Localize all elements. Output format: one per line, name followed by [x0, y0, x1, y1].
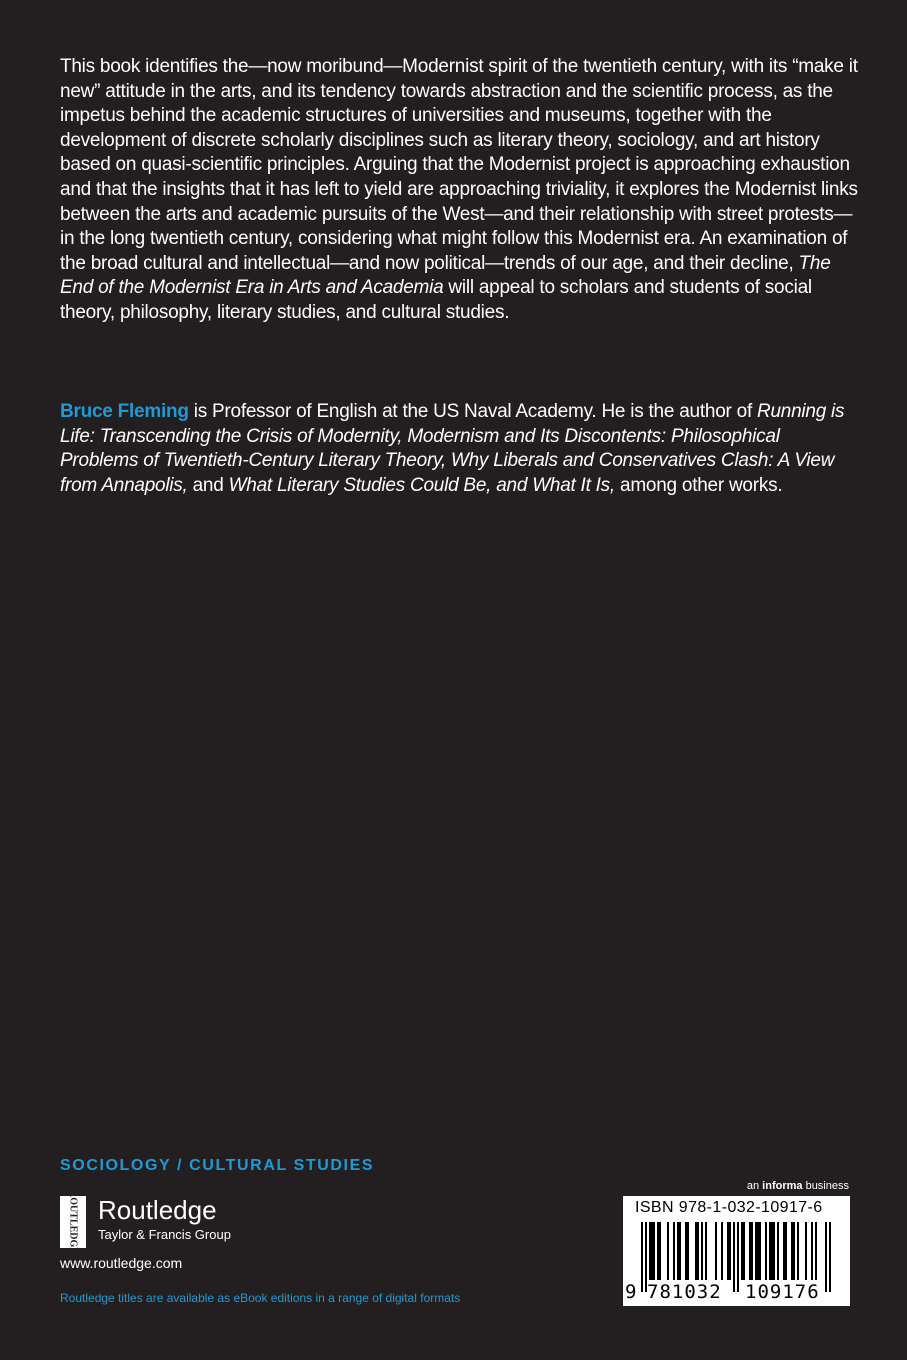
- author-bio: [60, 400, 860, 498]
- barcode-bar: [641, 1222, 643, 1292]
- publisher-name: Routledge: [98, 1195, 217, 1225]
- book-title: The End of the Modernist Era in Arts and Academia: [60, 252, 831, 299]
- barcode-bar: [811, 1222, 813, 1280]
- barcode-bar: [737, 1222, 739, 1292]
- barcode-bar: [751, 1222, 753, 1280]
- barcode-bar: [673, 1222, 675, 1280]
- barcode-bar: [659, 1222, 661, 1280]
- barcode-bar: [755, 1222, 757, 1280]
- isbn-label: ISBN 978-1-032-10917-6: [635, 1199, 823, 1216]
- bio-text-end: among other works.: [614, 474, 783, 496]
- barcode-bar: [705, 1222, 707, 1280]
- publisher-tagline: Taylor & Francis Group: [98, 1227, 231, 1242]
- barcode-bar: [695, 1222, 697, 1280]
- barcode-bar: [743, 1222, 745, 1280]
- barcode-digit-first: 9: [625, 1281, 638, 1303]
- barcode-bar: [793, 1222, 795, 1280]
- routledge-logo-icon: ROUTLEDGE: [60, 1196, 86, 1248]
- informa-brand: informa: [762, 1180, 803, 1192]
- barcode-bar: [765, 1222, 767, 1280]
- barcode-bar: [815, 1222, 817, 1280]
- barcode-bar: [805, 1222, 807, 1280]
- barcode-bar: [733, 1222, 735, 1292]
- bio-text: is Professor of English at the US Naval Academy. He is the author of: [188, 401, 757, 422]
- barcode-bar: [721, 1222, 723, 1280]
- barcode-bar: [701, 1222, 703, 1280]
- barcode-bar: [697, 1222, 699, 1280]
- barcode-bar: [785, 1222, 787, 1280]
- barcode-digits-left: 781032: [647, 1281, 722, 1303]
- barcode-bar: [653, 1222, 655, 1280]
- barcode-bar: [773, 1222, 775, 1280]
- barcode-bar: [769, 1222, 771, 1280]
- other-works: Running is Life: Transcending the Crisis of Modernity, Modernism and Its Discontents: Philosophical Problems of Twentieth-Century Literary Theory, Why Liberals and Conservatives Clash: A View from Annapolis,: [60, 401, 845, 496]
- barcode-bar: [829, 1222, 831, 1292]
- barcode-bar: [741, 1222, 743, 1280]
- barcode-bar: [749, 1222, 751, 1280]
- barcode-bar: [715, 1222, 717, 1280]
- barcode-bar: [759, 1222, 761, 1280]
- barcode-bar: [677, 1222, 679, 1280]
- barcode-bar: [687, 1222, 689, 1280]
- barcode-bar: [783, 1222, 785, 1280]
- subject-category: SOCIOLOGY / CULTURAL STUDIES: [60, 1157, 375, 1174]
- barcode-bar: [771, 1222, 773, 1280]
- barcode-bar: [729, 1222, 731, 1280]
- barcode-bar: [657, 1222, 659, 1280]
- barcode-bar: [679, 1222, 681, 1280]
- bio-text-and: and: [187, 474, 229, 496]
- barcode-bar: [825, 1222, 827, 1292]
- barcode-bar: [667, 1222, 669, 1280]
- publisher-logo: [60, 1190, 231, 1254]
- barcode-bar: [791, 1222, 793, 1280]
- description-text-end: will appeal to scholars and students of social theory, philosophy, literary studies, and cultural studies.: [60, 277, 812, 323]
- barcode-bar: [777, 1222, 779, 1280]
- barcode-bar: [649, 1222, 651, 1280]
- publisher-url[interactable]: www.routledge.com: [60, 1255, 183, 1271]
- ebook-note: Routledge titles are available as eBook editions in a range of digital formats: [60, 1291, 461, 1305]
- description-text: This book identifies the—now moribund—Modernist spirit of the twentieth century, with its “make it new” attitude in the arts, and its tendency towards abstraction and the scientific process, as the impetus behind the academic structures of universities and museums, together with the development of discrete scholarly disciplines such as literary theory, sociology, and art history based on quasi-scientific principles. Arguing that the Modernist project is approaching exhaustion and that the insights that it has left to yield are approaching triviality, it explores the Modernist links between the arts and academic pursuits of the West—and their relationship with street protests—in the long twentieth century, considering what might follow this Modernist era. An examination of the broad cultural and intellectual—and now political—trends of our age, and their decline,: [60, 56, 858, 274]
- barcode-bar: [685, 1222, 687, 1280]
- author-name: Bruce Fleming: [60, 401, 189, 422]
- barcode-digits-right: 109176: [745, 1281, 820, 1303]
- isbn-barcode: [623, 1196, 850, 1306]
- barcode-bar: [651, 1222, 653, 1280]
- informa-business-label: an informa business: [746, 1180, 849, 1192]
- other-work: What Literary Studies Could Be, and What It Is,: [228, 474, 615, 496]
- barcode-bar: [757, 1222, 759, 1280]
- barcode-bar: [727, 1222, 729, 1280]
- barcode-bar: [797, 1222, 799, 1280]
- book-description: [60, 55, 860, 326]
